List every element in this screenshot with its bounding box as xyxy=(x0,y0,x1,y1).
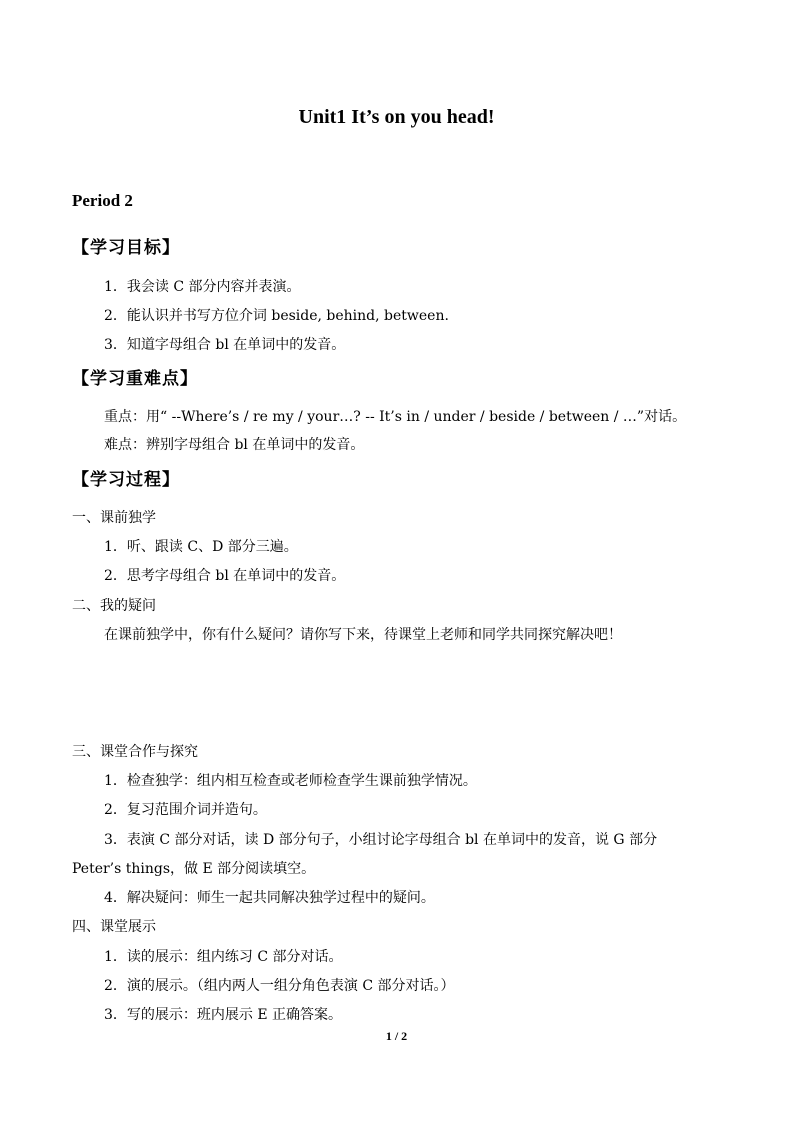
section-heading-key-points: 【学习重难点】 xyxy=(72,369,198,389)
objective-item: 1．我会读 C 部分内容并表演。 xyxy=(104,279,301,295)
process-item: 3．表演 C 部分对话，读 D 部分句子，小组讨论字母组合 bl 在单词中的发音，说 G 部分 xyxy=(104,832,658,848)
section-heading-objectives: 【学习目标】 xyxy=(72,238,180,258)
section-heading-process: 【学习过程】 xyxy=(72,470,180,490)
subsection-title: 一、课前独学 xyxy=(72,510,156,526)
process-item: 4．解决疑问：师生一起共同解决独学过程中的疑问。 xyxy=(104,890,435,906)
subsection-title: 三、课堂合作与探究 xyxy=(72,744,198,760)
document-title: Unit1 It’s on you head! xyxy=(298,106,495,128)
subsection-title: 四、课堂展示 xyxy=(72,919,156,935)
process-item: 2．复习范围介词并造句。 xyxy=(104,802,267,818)
process-item: 1．检查独学：组内相互检查或老师检查学生课前独学情况。 xyxy=(104,773,477,789)
process-item-continuation: Peter’s things，做 E 部分阅读填空。 xyxy=(72,861,316,877)
objective-item: 3．知道字母组合 bl 在单词中的发音。 xyxy=(104,337,346,353)
period-label: Period 2 xyxy=(72,191,133,210)
process-item: 3．写的展示：班内展示 E 正确答案。 xyxy=(104,1007,343,1023)
page-number: 1 / 2 xyxy=(385,1029,408,1043)
process-item: 2．演的展示。（组内两人一组分角色表演 C 部分对话。） xyxy=(104,978,455,994)
process-item: 1．听、跟读 C、D 部分三遍。 xyxy=(104,539,298,555)
process-item: 2．思考字母组合 bl 在单词中的发音。 xyxy=(104,568,346,584)
key-point-difficulty: 难点：辨别字母组合 bl 在单词中的发音。 xyxy=(104,437,365,453)
objective-item: 2．能认识并书写方位介词 beside, behind, between. xyxy=(104,308,449,324)
question-prompt: 在课前独学中，你有什么疑问？请你写下来，待课堂上老师和同学共同探究解决吧！ xyxy=(104,627,622,643)
key-point-focus: 重点：用“ --Where’s / re my / your…? -- It’s in / under / beside / between / …”对话。 xyxy=(104,409,687,425)
process-item: 1．读的展示：组内练习 C 部分对话。 xyxy=(104,949,343,965)
subsection-title: 二、我的疑问 xyxy=(72,598,156,614)
